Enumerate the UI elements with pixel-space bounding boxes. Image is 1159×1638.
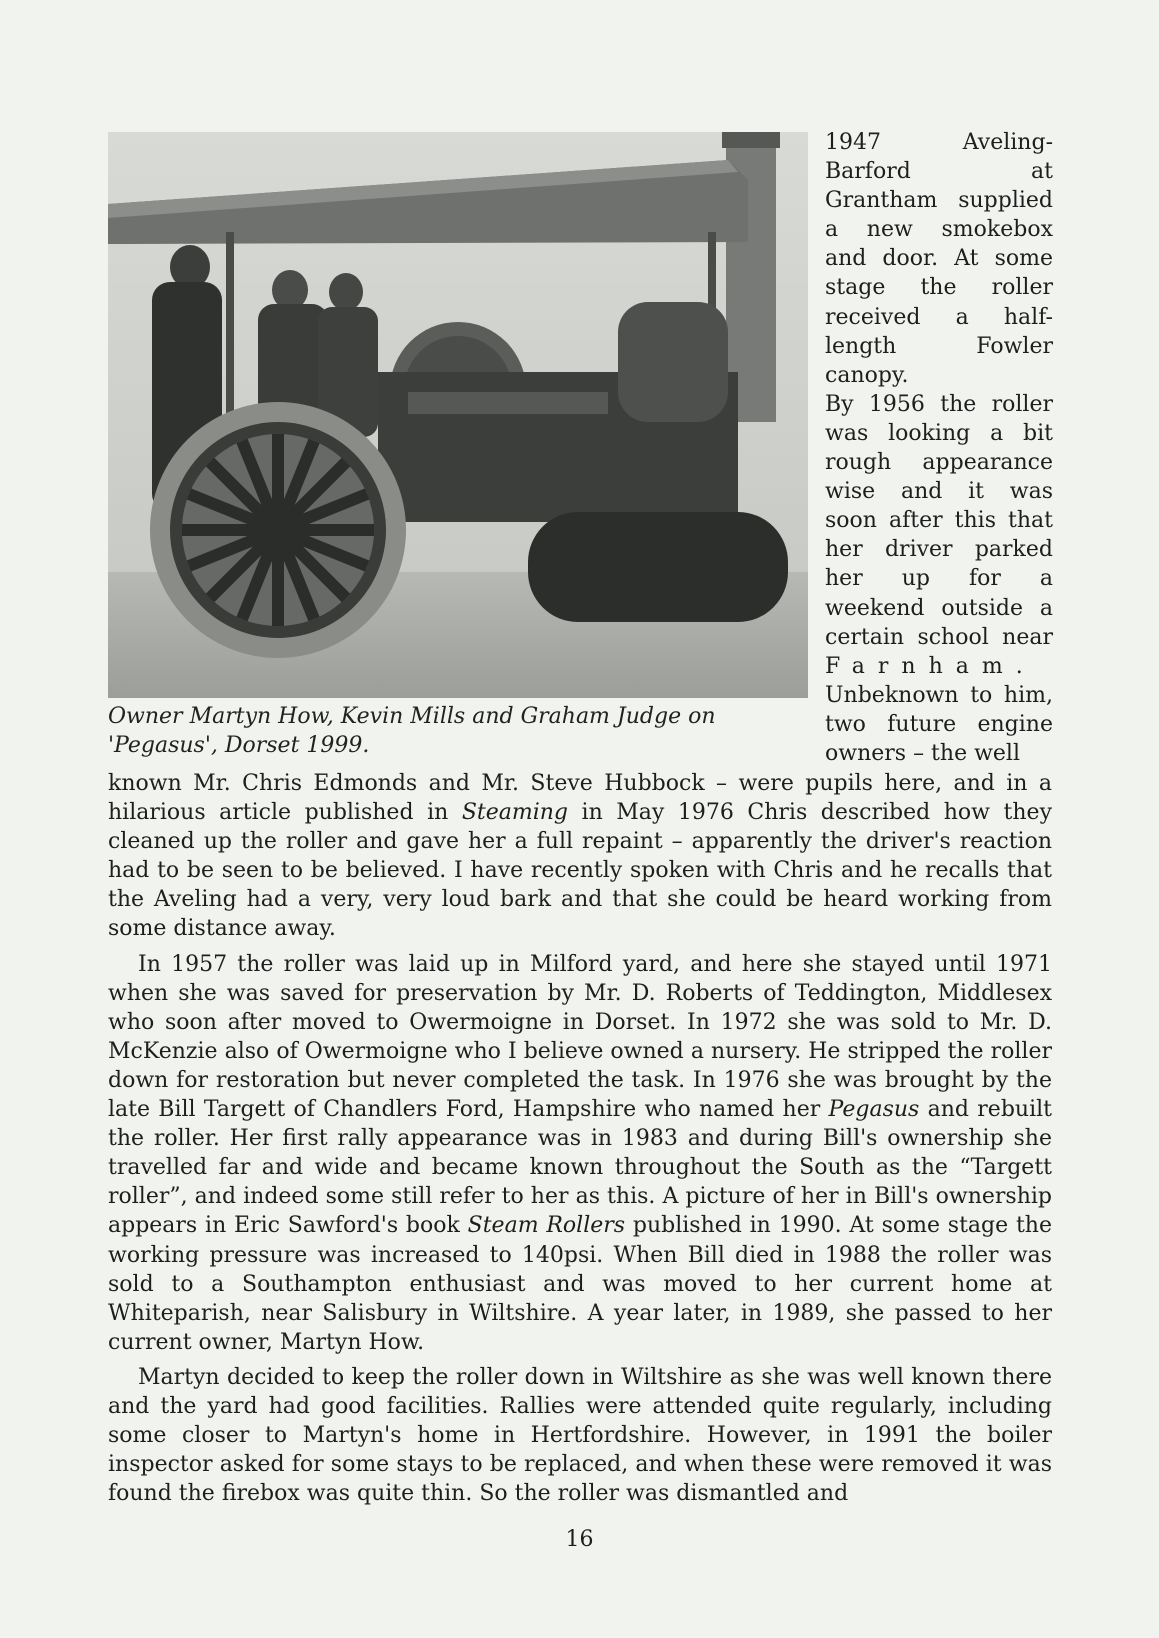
side-paragraph-2-text: By 1956 the roller was looking a bit rough appearance wise and it was soon after this that her driver parked her up for a weekend outside a certain school near — [825, 391, 1053, 650]
side-paragraph-2 — [825, 390, 1053, 768]
photo-caption — [108, 702, 808, 760]
page-number: 16 — [565, 1527, 594, 1552]
magazine-title: Steaming — [461, 800, 569, 826]
body-paragraph-2-b: and rebuilt the roller. Her first rally appearance was in 1983 and during Bill's ownership she travelled far and wide and became known throughout the South as the “Targett roller”, and indeed some still refer to her as this. A picture of her in Bill's ownership appears in Eric Sawford's book — [108, 1097, 1052, 1239]
body-paragraph-2-c: published in 1990. At some stage the working pressure was increased to 140psi. When Bill died in 1988 the roller was sold to a Southampton enthusiast and was moved to her current home at Whiteparish, near Salisbury in Wiltshire. A year later, in 1989, she passed to her current owner, Martyn How. — [108, 1213, 1052, 1355]
side-column-text — [825, 128, 1053, 768]
body-paragraph-1 — [108, 769, 1052, 944]
roller-name: Pegasus — [828, 1097, 920, 1123]
photo-illustration — [108, 132, 808, 698]
side-paragraph-2-farnham: Farnham. — [825, 653, 1036, 679]
body-paragraph-2 — [108, 950, 1052, 1357]
side-paragraph-2-continued: Unbeknown to him, two future engine owners – the well — [825, 682, 1053, 766]
body-text — [108, 769, 1052, 1508]
body-paragraph-3: Martyn decided to keep the roller down in Wiltshire as she was well known there and the yard had good facilities. Rallies were attended quite regularly, including some closer to Martyn's home in Hertfordshire. However, in 1991 the boiler inspector asked for some stays to be replaced, and when these were removed it was found the firebox was quite thin. So the roller was dismantled and — [108, 1364, 1052, 1507]
caption-line-2: 'Pegasus', Dorset 1999. — [108, 733, 370, 758]
caption-line-1: Owner Martyn How, Kevin Mills and Graham Judge on — [108, 704, 716, 729]
side-paragraph-1: 1947 Aveling-Barford at Grantham supplied a new smokebox and door. At some stage the roller received a half-length Fowler canopy. — [825, 130, 1053, 388]
steam-roller-photo — [108, 132, 808, 698]
body-paragraph-1-rest: in May 1976 Chris described how they cleaned up the roller and gave her a full repaint – apparently the driver's reaction had to be seen to be believed. I have recently spoken with Chris and he recalls that the Aveling had a very, very loud bark and that she could be heard working from some distance away. — [108, 800, 1053, 942]
body-paragraph-1-text: known Mr. Chris Edmonds and Mr. Steve Hubbock – were pupils here, and in a hilarious article published in — [108, 771, 1052, 826]
body-paragraph-2-a: In 1957 the roller was laid up in Milford yard, and here she stayed until 1971 when she was saved for preservation by Mr. D. Roberts of Teddington, Middlesex who soon after moved to Owermoigne in Dorset. In 1972 she was sold to Mr. D. McKenzie also of Owermoigne who I believe owned a nursery. He stripped the roller down for restoration but never completed the task. In 1976 she was brought by the late Bill Targett of Chandlers Ford, Hampshire who named her — [108, 951, 1052, 1123]
book-title: Steam Rollers — [467, 1213, 626, 1239]
